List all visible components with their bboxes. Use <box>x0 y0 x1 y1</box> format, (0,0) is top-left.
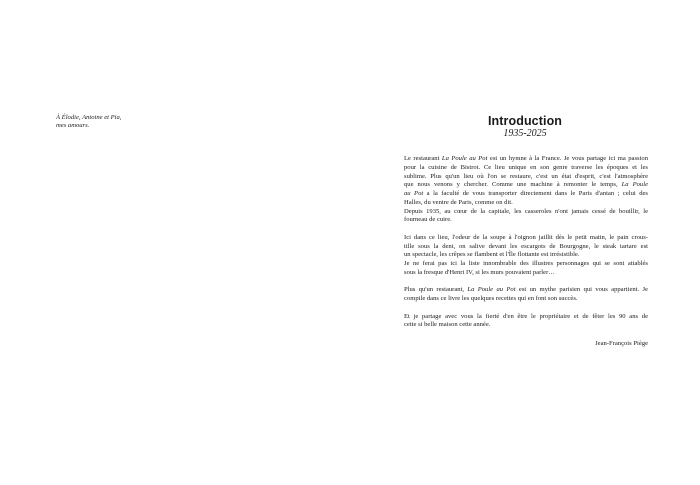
text-line: tille sous la dent, on salive devant les escargots de Bourgogne, le steak tartare est <box>404 242 648 250</box>
dedication-line-2: mes amours. <box>56 122 90 130</box>
text-line: sublime. Plus qu'un lieu où l'on se restaure, c'est un état d'esprit, c'est l'atmosphère <box>404 172 648 180</box>
paragraph-3 <box>404 234 648 260</box>
text-line: Plus qu'un restaurant, La Poule au Pot est un mythe parisien qui vous appartient. Je <box>404 286 648 294</box>
text-line: Et je partage avec vous la fierté d'en être le propriétaire et de fêter les 90 ans de <box>404 312 648 320</box>
text-line: Halles, du ventre de Paris, comme on dit. <box>404 198 513 206</box>
text-line: Le restaurant La Poule au Pot est un hymne à la France. Je vous partage ici ma passion <box>404 155 649 162</box>
text-line: un spectacle, les crêpes se flambent et l'Île flottante est irrésistible. <box>404 251 580 259</box>
dedication <box>56 114 196 130</box>
text-line: que nous venons y chercher. Comme une machine à remonter le temps, La Poule <box>404 181 648 189</box>
paragraph-1 <box>404 155 648 208</box>
text-line: fourneau de cuire. <box>404 216 452 224</box>
paragraph-2 <box>404 208 648 226</box>
text-line: cette si belle maison cette année. <box>404 321 491 329</box>
page-title: Introduction <box>487 114 563 128</box>
paragraph-6 <box>404 313 648 331</box>
text-line: Depuis 1935, au cœur de la capitale, les casseroles n'ont jamais cessé de bouillir, le <box>404 207 648 215</box>
text-line: Ici dans ce lieu, l'odeur de la soupe à l'oignon jaillit dès le petit matin, le pain crous- <box>404 233 648 241</box>
page-subtitle: 1935-2025 <box>503 128 547 139</box>
paragraph-4 <box>404 260 648 278</box>
text-line: au Pot a la faculté de vous transporter directement dans le Paris d'antan ; celui des <box>404 190 648 197</box>
text-line: sous la fresque d'Henri IV, si les murs pouvaient parler… <box>404 268 555 276</box>
author-signature: Jean-François Piège <box>595 340 648 347</box>
introduction-text <box>404 155 648 330</box>
text-line: pour la cuisine de Bistrot. Ce lieu unique en son genre traverse les époques et les <box>404 163 648 171</box>
paragraph-5 <box>404 286 648 304</box>
text-line: Je ne ferai pas ici la liste innombrable des illustres personnages qui se sont attablés <box>404 260 648 267</box>
text-line: compile dans ce livre les quelques recettes qui en font son succès. <box>404 295 578 302</box>
dedication-line-1: À Élodie, Antoine et Pia, <box>56 114 122 121</box>
